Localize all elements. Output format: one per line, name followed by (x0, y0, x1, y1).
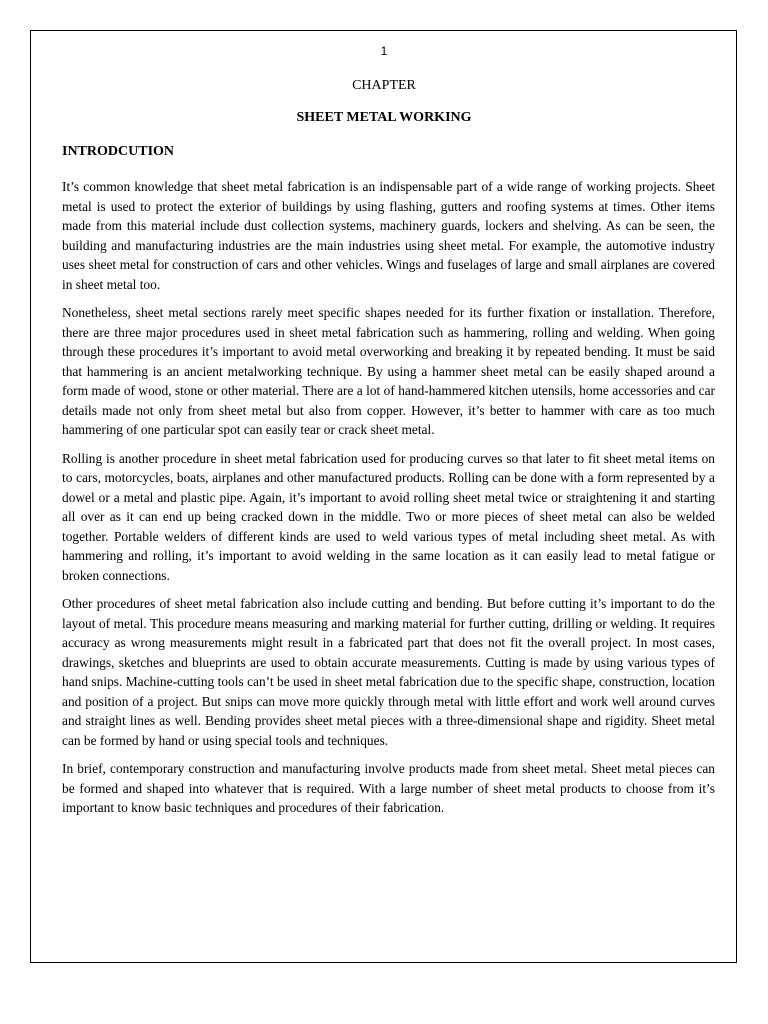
paragraph-3: Rolling is another procedure in sheet metal fabrication used for producing curves so that later to fit sheet metal items on to cars, motorcycles, boats, airplanes and other manufactured products. Rolling can be done with a form represented by a dowel or a metal and plastic pipe. Again, it’s important to avoid rolling sheet metal twice or straightening it and starting all over as it can end up being cracked down in the middle. Two or more pieces of sheet metal can also be welded together. Portable welders of different kinds are used to weld various types of metal including sheet metal. As with hammering and rolling, it’s important to avoid welding in the same location as it can easily lead to metal fatigue or broken connections. (62, 450, 715, 583)
page-title: SHEET METAL WORKING (296, 110, 472, 125)
body-text (62, 177, 715, 827)
paragraph-1: It’s common knowledge that sheet metal fabrication is an indispensable part of a wide range of working projects. Sheet metal is used to protect the exterior of buildings by using flashing, gutters and roofing systems at times. Other items made from this material include dust collection systems, machinery guards, lockers and shelving. As can be seen, the building and manufacturing industries are the main industries using sheet metal. For example, the automotive industry uses sheet metal for construction of cars and other vehicles. Wings and fuselages of large and small airplanes are covered in sheet metal too. (62, 179, 715, 292)
page-number: 1 (380, 44, 388, 58)
paragraph-2: Nonetheless, sheet metal sections rarely meet specific shapes needed for its further fixation or installation. Therefore, there are three major procedures used in sheet metal fabrication such as hammering, rolling and welding. When going through these procedures it’s important to avoid metal overworking and breaking it by repeated bending. It must be said that hammering is an ancient metalworking technique. By using a hammer sheet metal can be easily shaped around a form made of wood, stone or other material. There are a lot of hand-hammered kitchen utensils, home accessories and car details made not only from sheet metal but also from copper. However, it’s better to hammer with care as too much hammering of one particular spot can easily tear or crack sheet metal. (62, 305, 715, 437)
paragraph-5: In brief, contemporary construction and manufacturing involve products made from sheet metal. Sheet metal pieces can be formed and shaped into whatever that is required. With a large number of sheet metal products to choose from it’s important to know basic techniques and procedures of their fabrication. (62, 761, 715, 815)
chapter-label: CHAPTER (352, 78, 416, 93)
paragraph-4: Other procedures of sheet metal fabrication also include cutting and bending. But before cutting it’s important to do the layout of metal. This procedure means measuring and marking material for further cutting, drilling or welding. It requires accuracy as wrong measurements might result in a fabricated part that does not fit the overall project. In most cases, drawings, sketches and blueprints are used to obtain accurate measurements. Cutting is made by using various types of hand snips. Machine-cutting tools can’t be used in sheet metal fabrication due to the specific shape, construction, location and position of a project. But snips can move more quickly through metal with little effort and work well around curves and straight lines as well. Bending provides sheet metal pieces with a three-dimensional shape and rigidity. Sheet metal can be formed by hand or using special tools and techniques. (62, 596, 715, 748)
section-heading: INTRODCUTION (62, 144, 175, 159)
